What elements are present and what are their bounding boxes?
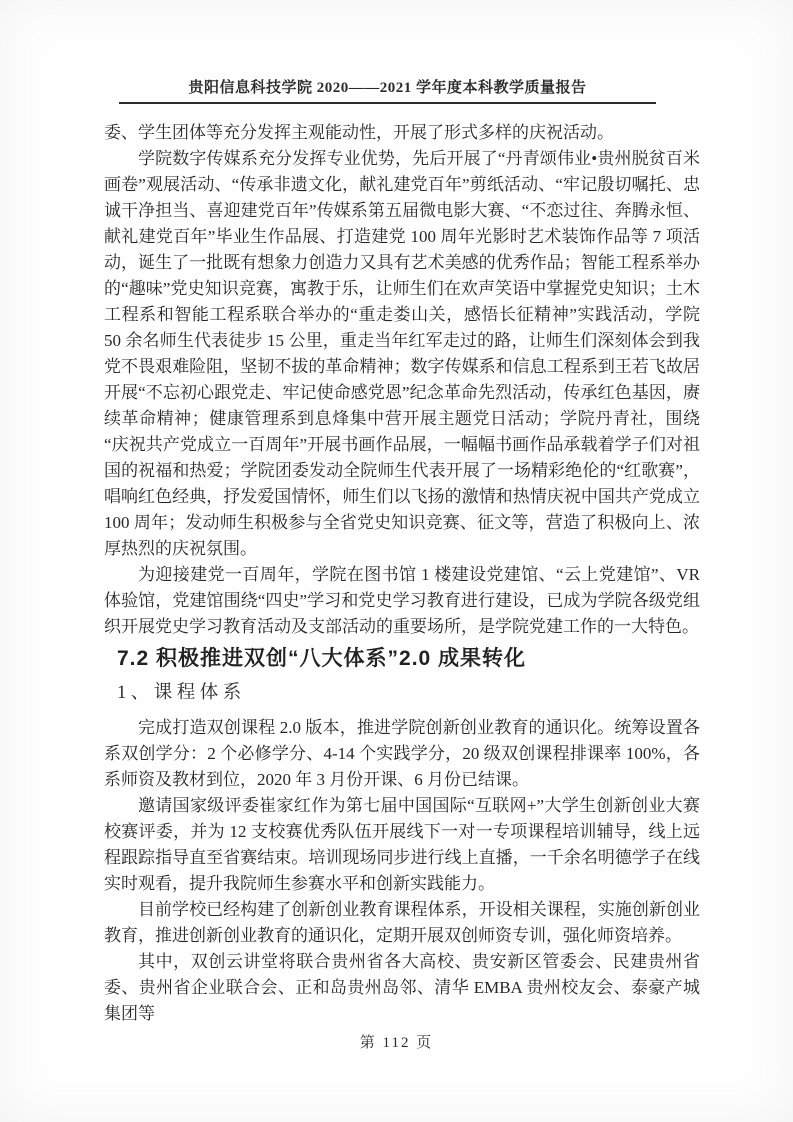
paragraph-party-building-hall: 为迎接建党一百周年，学院在图书馆 1 楼建设党建馆、“云上党建馆”、VR 体验馆，党建馆围绕“四史”学习和党史学习教育进行建设，已成为学院各级党组织开展党史学习教育活动及支部活动的重要场所，是学院党建工作的一大特色。 — [104, 565, 700, 636]
page-number: 第 112 页 — [359, 1035, 434, 1051]
page-body — [104, 120, 700, 1027]
paragraph-education-system: 目前学校已经构建了创新创业教育课程体系，开设相关课程，实施创新创业教育，推进创新创业教育的通识化，定期开展双创师资专训，强化师资培养。 — [104, 900, 700, 945]
paragraph-course-credits: 完成打造双创课程 2.0 版本，推进学院创新创业教育的通识化。统筹设置各系双创学分：2 个必修学分、4-14 个实践学分，20 级双创课程排课率 100%，各系师资及教材到位，2020 年 3 月份开课、6 月份已结课。 — [104, 718, 700, 789]
paragraph-internet-plus-competition: 邀请国家级评委崔家红作为第七届中国国际“互联网+”大学生创新创业大赛校赛评委，并为 12 支校赛优秀队伍开展线下一对一专项课程培训辅导，线上远程跟踪指导直至省赛结束。培训现场同步进行线上直播，一千余名明德学子在线实时观看，提升我院师生参赛水平和创新实践能力。 — [104, 796, 700, 893]
report-title: 贵阳信息科技学院 2020——2021 学年度本科教学质量报告 — [188, 80, 587, 96]
paragraph-continuation: 委、学生团体等充分发挥主观能动性，开展了形式多样的庆祝活动。 — [104, 123, 614, 142]
section-heading-7-2: 7.2 积极推进双创“八大体系”2.0 成果转化 — [117, 647, 527, 670]
sub-heading-course-system: 1、课程体系 — [117, 683, 246, 703]
paragraph-celebration-activities: 学院数字传媒系充分发挥专业优势，先后开展了“丹青颂伟业•贵州脱贫百米画卷”观展活动、“传承非遗文化，献礼建党百年”剪纸活动、“牢记殷切嘱托、忠诚干净担当、喜迎建党百年”传媒系第五届微电影大赛、“不恋过往、奔腾永恒、献礼建党百年”毕业生作品展、打造建党 100 周年光影时艺术装饰作品等 7 项活动，诞生了一批既有想象力创造力又具有艺术美感的优秀作品；智能工程系举办的“趣味”党史知识竞赛，寓教于乐，让师生们在欢声笑语中掌握党史知识；土木工程系和智能工程系联合举办的“重走娄山关，感悟长征精神”实践活动，学院 50 余名师生代表徒步 15 公里，重走当年红军走过的路，让师生们深刻体会到我党不畏艰难险阻，坚韧不拔的革命精神；数字传媒系和信息工程系到王若飞故居开展“不忘初心跟党走、牢记使命感党恩”纪念革命先烈活动，传承红色基因，赓续革命精神；健康管理系到息烽集中营开展主题党日活动；学院丹青社，围绕“庆祝共产党成立一百周年”开展书画作品展，一幅幅书画作品承载着学子们对祖国的祝福和热爱；学院团委发动全院师生代表开展了一场精彩绝伦的“红歌赛”，唱响红色经典，抒发爱国情怀，师生们以飞扬的激情和热情庆祝中国共产党成立 100 周年；发动师生积极参与全省党史知识竞赛、征文等，营造了积极向上、浓厚热烈的庆祝氛围。 — [104, 149, 700, 558]
page-header — [119, 76, 656, 104]
paragraph-cloud-lecture-partners: 其中，双创云讲堂将联合贵州省各大高校、贵安新区管委会、民建贵州省委、贵州省企业联合会、正和岛贵州岛邻、清华 EMBA 贵州校友会、泰豪产城集团等 — [104, 952, 700, 1023]
page-footer — [0, 1031, 793, 1052]
